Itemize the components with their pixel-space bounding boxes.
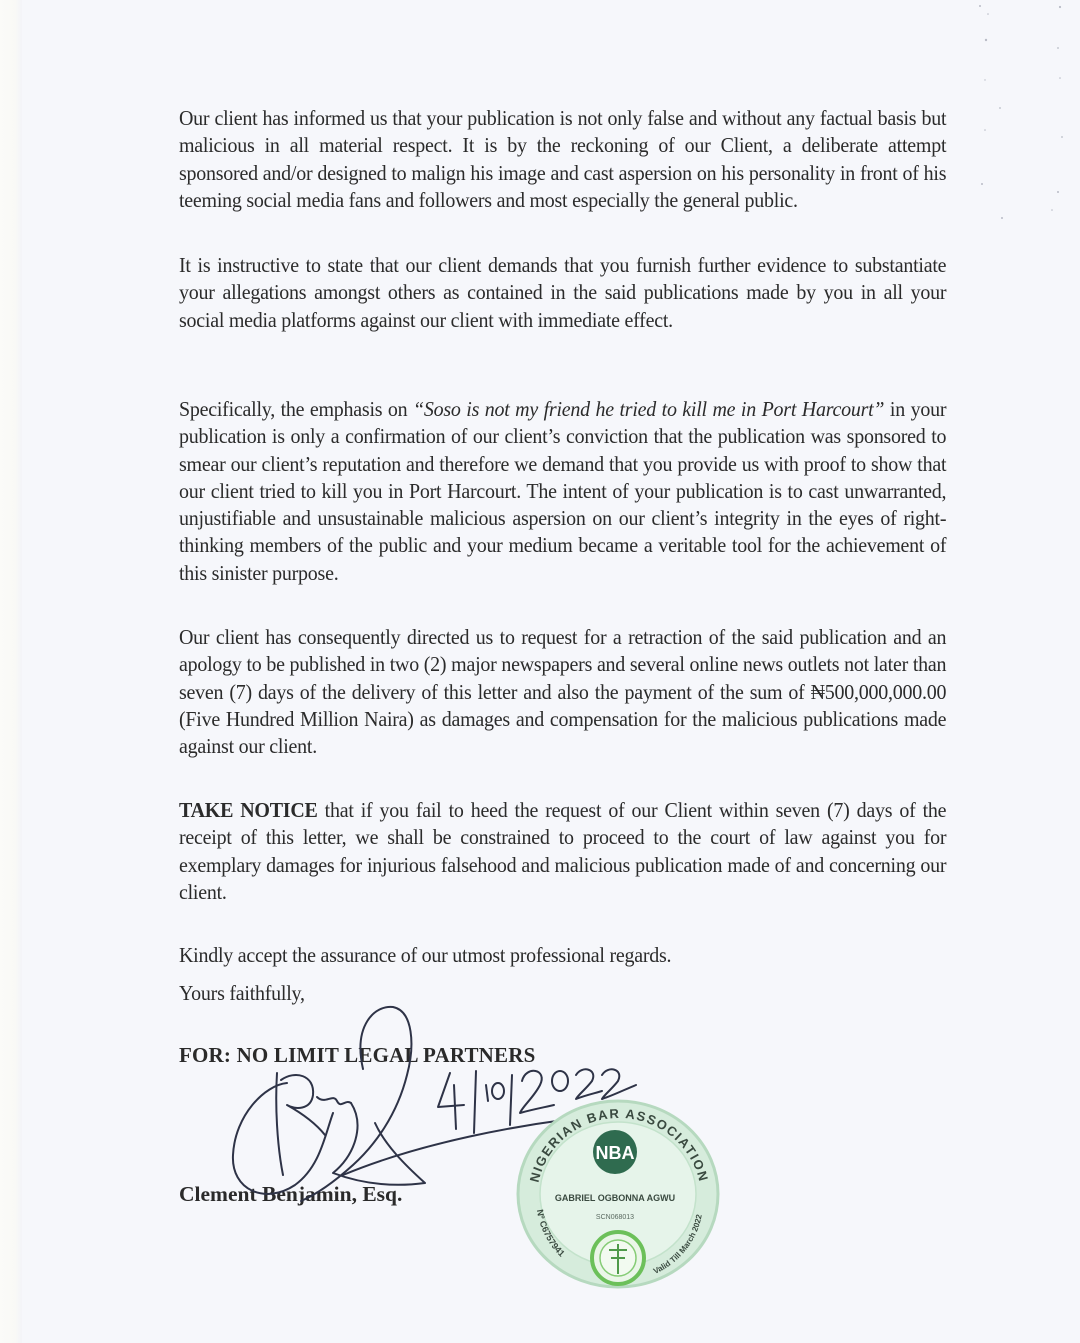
scan-noise-specks bbox=[950, 0, 1080, 250]
emphasis-rest: in your publication is only a confirmation of our client’s conviction that the publication was sponsored to smear our client’s reputation and therefore we demand that you provide us with proof to show that our client tried to kill you in Port Harcourt. The intent of your publication is to cast unwarranted, unjustifiable and unsustainable malicious aspersion on our client’s integrity in the eyes of right-thinking members of the public and your medium became a veritable tool for the achievement of this sinister purpose. bbox=[179, 399, 947, 585]
svg-text:GABRIEL OGBONNA AGWU: GABRIEL OGBONNA AGWU bbox=[554, 1193, 676, 1203]
signer-name: Clement Benjamin, Esq. bbox=[179, 1182, 403, 1206]
paragraph-publication-false: Our client has informed us that your publication is not only false and without any factual basis but malicious in all material respect. It is by the reckoning of our Client, a deliberate attempt sponsored and/or designed to malign his image and cast aspersion on his personality in front of his teeming social media fans and followers and most especially the general public. bbox=[179, 108, 947, 212]
svg-text:NIGERIAN BAR ASSOCIATION: NIGERIAN BAR ASSOCIATION bbox=[526, 1105, 712, 1184]
svg-text:SCN068013: SCN068013 bbox=[595, 1214, 635, 1221]
paragraph-specific-emphasis bbox=[179, 397, 946, 588]
firm-name: FOR: NO LIMIT LEGAL PARTNERS bbox=[179, 1043, 536, 1067]
emphasis-lead: Specifically, the emphasis on bbox=[179, 399, 414, 421]
nba-stamp-seal bbox=[515, 1098, 721, 1290]
take-notice-text: that if you fail to heed the request of our Client within seven (7) days of the receipt of this letter, we shall be constrained to proceed to the court of law against you for exemplary damages for injurious falsehood and malicious publication made of and concerning our client. bbox=[179, 800, 947, 904]
valediction: Yours faithfully, bbox=[179, 983, 305, 1005]
closing-regards: Kindly accept the assurance of our utmost professional regards. bbox=[179, 945, 672, 967]
take-notice-label: TAKE NOTICE bbox=[179, 800, 318, 822]
paragraph-retraction-demand: Our client has consequently directed us to request for a retraction of the said publication and an apology to be published in two (2) major newspapers and several online news outlets not later than seven (7) days of the delivery of this letter and also the payment of the sum of ₦500,000,000.00 (Five Hundred Million Naira) as damages and compensation for the malicious publications made against our client. bbox=[179, 627, 947, 759]
paragraph-demand-evidence: It is instructive to state that our client demands that you furnish further evidence to substantiate your allegations amongst others as contained in the said publications made by you in all your social media platforms against our client with immediate effect. bbox=[179, 255, 947, 332]
page-edge-shadow bbox=[0, 0, 22, 1343]
svg-text:NBA: NBA bbox=[595, 1143, 635, 1163]
svg-text:Valid Till March 2022: Valid Till March 2022 bbox=[651, 1213, 704, 1276]
paragraph-take-notice bbox=[179, 798, 946, 907]
svg-text:Nº C6757941: Nº C6757941 bbox=[534, 1208, 567, 1259]
quoted-statement: “Soso is not my friend he tried to kill me in Port Harcourt” bbox=[413, 399, 885, 421]
